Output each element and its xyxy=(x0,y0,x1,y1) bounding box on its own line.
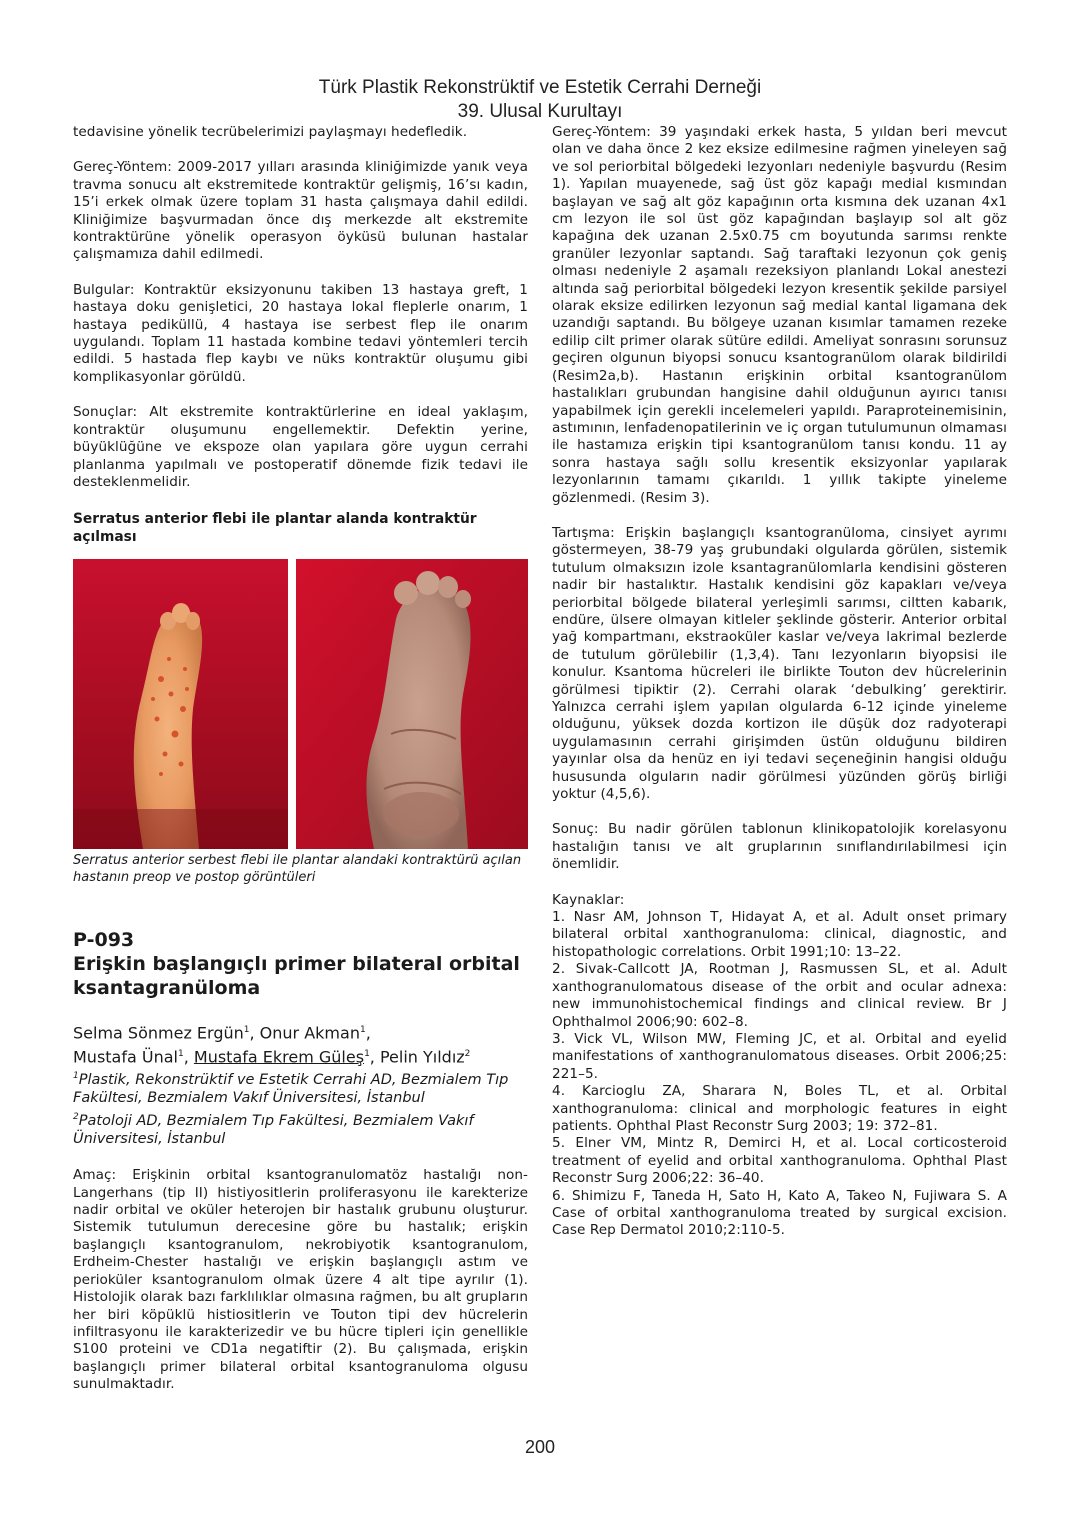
postop-foot-photo xyxy=(296,559,528,849)
author-name: Mustafa Ünal xyxy=(73,1046,178,1066)
author-list: Selma Sönmez Ergün$^1$, Onur Akman$^1$, Mustafa Ünal$^1$, Mustafa Ekrem Güleş$^1$, Pelin Yıldız$^2$ xyxy=(73,1023,471,1066)
figure-caption: Serratus anterior serbest flebi ile plantar alandaki kontraktürü açılan hastanın preop ve postop görüntüleri xyxy=(73,853,522,885)
right-column xyxy=(552,124,1007,1240)
author-name: Selma Sönmez Ergün xyxy=(73,1023,244,1043)
abstract-code: P-093 xyxy=(73,929,135,952)
author-name: Onur Akman xyxy=(259,1023,360,1043)
page-header xyxy=(0,76,1080,124)
figure-photos xyxy=(73,559,528,849)
author-affiliation-mark: 1 xyxy=(177,1048,184,1059)
author-name: Pelin Yıldız xyxy=(379,1046,465,1066)
reference-item: 2. Sivak-Callcott JA, Rootman J, Rasmussen SL, et al. Adult xanthogranulomatous disease of the orbit and ocular adnexa: new immunohistochemical findings and clinical review. Br J Ophthalmol 2006;90: 602–8. xyxy=(552,961,1007,1030)
reference-item: 6. Shimizu F, Taneda H, Sato H, Kato A, Takeo N, Fujiwara S. A Case of orbital xanthogranuloma treated by surgical excision. Case Rep Dermatol 2010;2:110-5. xyxy=(552,1187,1007,1239)
references-heading: Kaynaklar: xyxy=(552,891,625,908)
header-society-name: Türk Plastik Rekonstrüktif ve Estetik Cerrahi Derneği xyxy=(318,77,762,98)
case-conclusion-paragraph: Sonuç: Bu nadir görülen tablonun klinikopatolojik korelasyonu hastalığın tanısı ve alt gruplarının sınıflandırılabilmesi için önemlidir. xyxy=(552,821,1007,873)
header-congress-name: 39. Ulusal Kurultayı xyxy=(457,101,623,122)
affiliation-1 xyxy=(73,1067,528,1108)
methods-paragraph: Gereç-Yöntem: 2009-2017 yılları arasında kliniğimizde yanık veya travma sonucu alt ekstremitede kontraktür gelişmiş, 16’sı kadın, 15’i erkek olmak üzere toplam 31 hasta çalışmaya dahil edildi. Kliniğimize başvurmadan önce dış merkezde alt ekstremite kontraktürüne yönelik operasyon öyküsü bulunan hastalar çalışmamıza dahil edilmedi. xyxy=(73,159,528,263)
affiliation-mark: 1 xyxy=(73,1070,79,1081)
affiliation-2 xyxy=(73,1108,528,1149)
author-affiliation-mark: 2 xyxy=(464,1048,471,1059)
affiliation-mark: 2 xyxy=(73,1111,79,1122)
results-paragraph: Bulgular: Kontraktür eksizyonunu takiben 13 hastaya greft, 1 hastaya doku genişletici, 20 hastaya lokal fleplerle onarım, 1 hastaya pediküllü, 4 hastaya ise serbest flep ile onarım uygulandı. Toplam 11 hastada kombine tedavi yöntemleri tercih edildi. 5 hastada flep kaybı ve nüks kontraktür oluşumu gibi komplikasyonlar görüldü. xyxy=(73,281,528,385)
reference-item: 1. Nasr AM, Johnson T, Hidayat A, et al. Adult onset primary bilateral orbital xanthogranuloma: clinical, diagnostic, and histopathologic correlations. Orbit 1991;10: 13–22. xyxy=(552,909,1007,960)
abstract-title: Erişkin başlangıçlı primer bilateral orbital ksantagranüloma xyxy=(73,953,520,1000)
reference-item: 5. Elner VM, Mintz R, Demirci H, et al. Local corticosteroid treatment of eyelid and orbital xanthogranuloma. Ophthal Plast Reconstr Surg 2006;22: 36–40. xyxy=(552,1135,1007,1187)
author-affiliation-mark: 1 xyxy=(364,1048,370,1059)
presenting-author-name: Mustafa Ekrem Güleş xyxy=(193,1046,365,1066)
author-affiliation-mark: 1 xyxy=(359,1025,366,1036)
preop-foot-photo xyxy=(73,559,288,849)
figure-title: Serratus anterior flebi ile plantar alanda kontraktür açılması xyxy=(73,511,477,545)
references xyxy=(552,892,1007,1240)
affiliation-text: Patoloji AD, Bezmialem Tıp Fakültesi, Bezmialem Vakıf Üniversitesi, İstanbul xyxy=(73,1112,474,1147)
author-affiliation-mark: 1 xyxy=(243,1025,250,1036)
reference-item: 3. Vick VL, Wilson MW, Fleming JC, et al. Orbital and eyelid manifestations of xanthogranulomatous diseases. Orbit 2006;25: 221–5. xyxy=(552,1030,1007,1082)
case-methods-paragraph: Gereç-Yöntem: 39 yaşındaki erkek hasta, 5 yıldan beri mevcut olan ve daha önce 2 kez eksize edilmesine rağmen yineleyen sağ ve sol periorbital bölgedeki lezyonları nedeniyle başvurdu (Resim 1). Yapılan muayenede, sağ üst göz kapağı medial kısmından başlayan ve sağ alt göz kapağının orta kısmına dek uzanan 4x1 cm lezyon ile sol üst göz kapağından başlayıp sol alt göz kapağına dek uzanan 2.5x0.75 cm boyutunda sarımsı renkte granüler lezyonlar saptandı. Sağ taraftaki lezyonun çok geniş olması nedeniyle 2 aşamalı rezeksiyon planlandı Lokal anestezi altında sağ periorbital bölgedeki lezyon kresentik şekilde parsiyel olarak eksize edilirken lezyonun sağ medial kantal ligamana dek uzandığı saptandı. Bu bölgeye uzanan kısımlar tamamen rezeke edilip cilt primer olarak sütüre edildi. Ameliyat sonrasını sorunsuz geçiren olgunun biyopsi sonucu ksantogranülom olarak bildirildi (Resim2a,b). Hastanın erişkinin orbital ksantogranülom hastalıkları grubundan hangisine dahil olduğunun ayırıcı tanısı yapabilmek için gerekli incelemeleri yapıldı. Paraproteinemisinin, astımının, lenfadenopatilerinin ve iç organ tutulumunun olmaması ile hastamıza erişkin tipi ksantogranülom tanısı kondu. 11 ay sonra hastaya sağlı sollu kresentik eksizyonlar yapılarak lezyonlarının tamamı çıkarıldı. 1 yıllık takipte yineleme gözlenmedi. (Resim 3). xyxy=(552,124,1007,506)
discussion-paragraph: Tartışma: Erişkin başlangıçlı ksantogranüloma, cinsiyet ayrımı göstermeyen, 38-79 yaş grubundaki olgularda görülen, sistemik tutulum olmaksızın izole ksantagranülomlarla kendisini gösteren nadir bir hastalıktır. Hastalık kendisini göz kapakları ve/veya periorbital bölgede bilateral yerleşimli sarımsı, ciltten kabarık, endüre, ülsere olmayan kitleler şeklinde gösterir. Anterior orbital yağ kompartmanı, ekstraoküler kaslar ve/veya lakrimal bezlerde de tutulum görülebilir (1,3,4). Tanı lezyonların biyopsisi ile konulur. Ksantoma hücreleri ile birlikte Touton dev hücrelerinin görülmesi tipiktir (2). Cerrahi olarak ‘debulking’ gerektirir. Yalnızca cerrahi işlem yapılan olgularda 6-12 içinde yineleme olduğunu, yüksek dozda kortizon ile düşük doz radyoterapi uygulamasının cerrahi girişimden üstün olduğunu bildiren yayınlar olsa da henüz en iyi tedavi seçeneğinin hangisi olduğu hususunda olguların nadir görülmesi yüzünden görüş birliği yoktur (4,5,6). xyxy=(552,524,1007,803)
conclusion-paragraph: Sonuçlar: Alt ekstremite kontraktürlerine en ideal yaklaşım, kontraktür oluşumunu engellemektir. Defektin yerine, büyüklüğüne ve ekspoze olan yapılara göre uygun cerrahi planlanma yapılmalı ve postoperatif dönemde fizik tedavi ile desteklenmelidir. xyxy=(73,404,528,490)
aim-paragraph: Amaç: Erişkinin orbital ksantogranulomatöz hastalığı non-Langerhans (tip II) histiyositlerin proliferasyonu ile karekterize nadir orbital ve oküler heterojen bir hastalık grubunu oluşturur. Sistemik tutulumun derecesine göre bu hastalık; erişkin başlangıçlı ksantogranulom, nekrobiyotik ksantogranulom, Erdheim-Chester hastalığı ve erişkin başlangıçlı astım ve perioküler ksantogranulom olmak üzere 4 alt tipe ayrılır (1). Histolojik olarak bazı farklılıklar olmasına rağmen, bu alt grupların her biri köpüklü histiositlerin ve Touton tipi dev hücrelerin infiltrasyonu ile karakterizedir ve bu hücre tipleri için genellikle S100 proteini ve CD1a negatiftir (2). Bu çalışmada, erişkin başlangıçlı primer bilateral orbital ksantogranuloma olgusu sunulmaktadır. xyxy=(73,1167,528,1393)
affiliation-text: Plastik, Rekonstrüktif ve Estetik Cerrahi AD, Bezmialem Tıp Fakültesi, Bezmialem Vakıf Üniversitesi, İstanbul xyxy=(73,1071,509,1107)
page-number: 200 xyxy=(524,1437,556,1457)
left-column xyxy=(73,124,528,1394)
intro-tail-paragraph: tedavisine yönelik tecrübelerimizi paylaşmayı hedefledik. xyxy=(73,124,468,140)
reference-item: 4. Karcioglu ZA, Sharara N, Boles TL, et al. Orbital xanthogranuloma: clinical and morphologic features in eight patients. Ophthal Plast Reconstr Surg 2003; 19: 372–81. xyxy=(552,1083,1007,1134)
